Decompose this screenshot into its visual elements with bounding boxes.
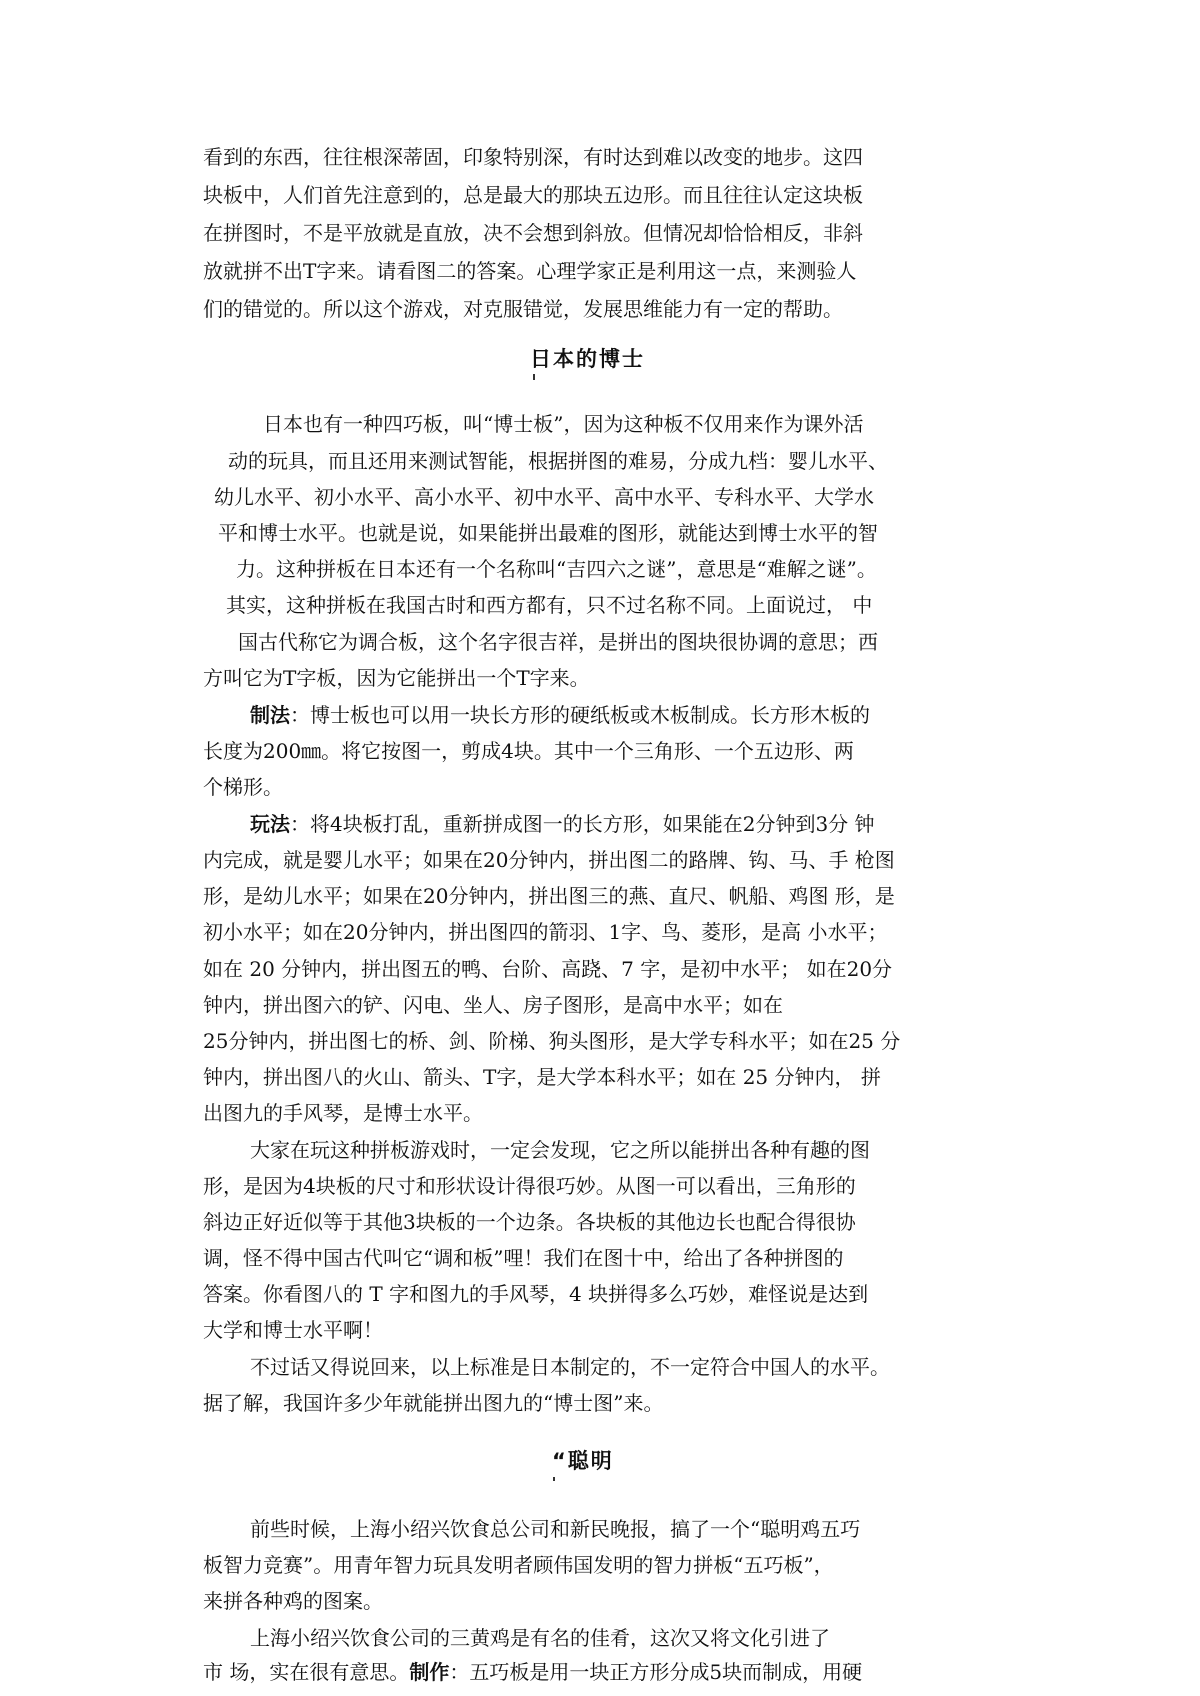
make-label: 制作	[409, 1660, 450, 1684]
section1-intro-line: 日本也有一种四巧板，叫“博士板”，因为这种板不仅用来作为课外活	[263, 412, 864, 436]
intro-line: 在拼图时，不是平放就是直放，决不会想到斜放。但情况却恰恰相反，非斜	[203, 221, 863, 245]
play-line: 初小水平；如在20分钟内，拼出图四的箭羽、1字、鸟、菱形，是高 小水平；	[203, 920, 888, 944]
closing-line: 不过话又得说回来，以上标准是日本制定的，不一定符合中国人的水平。	[250, 1355, 890, 1379]
play-line: 形，是幼儿水平；如果在20分钟内，拼出图三的燕、直尺、帆船、鸡图 形，是	[203, 884, 895, 908]
play-label: 玩法	[250, 812, 290, 836]
discussion-line: 大家在玩这种拼板游戏时，一定会发现，它之所以能拼出各种有趣的图	[250, 1138, 870, 1162]
section2-para-line: 板智力竞赛”。用青年智力玩具发明者顾伟国发明的智力拼板“五巧板”，	[203, 1553, 834, 1577]
play-line: 钟内，拼出图八的火山、箭头、T字，是大学本科水平；如在 25 分钟内， 拼	[203, 1065, 881, 1089]
section2-para-line: 上海小绍兴饮食公司的三黄鸡是有名的佳肴，这次又将文化引进了	[250, 1626, 830, 1650]
section1-intro-line: 方叫它为T字板，因为它能拼出一个T字来。	[203, 666, 590, 690]
make-text: ：五巧板是用一块正方形分成5块而制成，用硬	[449, 1660, 863, 1684]
play-text: ：将4块板打乱，重新拼成图一的长方形，如果能在2分钟到3分 钟	[290, 812, 875, 836]
play-line: 出图九的手风琴，是博士水平。	[203, 1101, 483, 1125]
play-line: 如在 20 分钟内，拼出图五的鸭、台阶、高跷、7 字，是初中水平； 如在20分	[203, 957, 893, 981]
discussion-line: 大学和博士水平啊！	[203, 1318, 383, 1342]
closing-line: 据了解，我国许多少年就能拼出图九的“博士图”来。	[203, 1391, 664, 1415]
method-text: ：博士板也可以用一块长方形的硬纸板或木板制成。长方形木板的	[290, 703, 870, 727]
intro-line: 块板中，人们首先注意到的，总是最大的那块五边形。而且往往认定这块板	[203, 183, 863, 207]
method-line	[250, 701, 870, 729]
intro-line: 看到的东西，往往根深蒂固，印象特别深，有时达到难以改变的地步。这四	[203, 145, 863, 169]
section1-intro-line: 平和博士水平。也就是说，如果能拼出最难的图形，就能达到博士水平的智	[218, 521, 878, 545]
section1-intro-line: 力。这种拼板在日本还有一个名称叫“吉四六之谜”，意思是“难解之谜”。	[236, 557, 877, 581]
discussion-line: 形，是因为4块板的尺寸和形状设计得很巧妙。从图一可以看出，三角形的	[203, 1174, 856, 1198]
title-mark	[553, 1477, 555, 1481]
section2-text: 市 场，实在很有意思。	[203, 1660, 410, 1684]
method-line: 长度为200㎜。将它按图一，剪成4块。其中一个三角形、一个五边形、两	[203, 739, 854, 763]
intro-line: 放就拼不出T字来。请看图二的答案。心理学家正是利用这一点，来测验人	[203, 259, 857, 283]
play-line: 内完成，就是婴儿水平；如果在20分钟内，拼出图二的路牌、钩、马、手 枪图	[203, 848, 895, 872]
discussion-line: 答案。你看图八的 T 字和图九的手风琴，4 块拼得多么巧妙，难怪说是达到	[203, 1282, 869, 1306]
section-title-smart-chicken: “聪明	[552, 1449, 614, 1473]
method-label: 制法	[250, 703, 290, 727]
discussion-line: 斜边正好近似等于其他3块板的一个边条。各块板的其他边长也配合得很协	[203, 1210, 856, 1234]
play-line: 25分钟内，拼出图七的桥、剑、阶梯、狗头图形，是大学专科水平；如在25 分	[203, 1029, 901, 1053]
intro-line: 们的错觉的。所以这个游戏，对克服错觉，发展思维能力有一定的帮助。	[203, 297, 843, 321]
section1-intro-line: 国古代称它为调合板，这个名字很吉祥，是拼出的图块很协调的意思；西	[238, 630, 878, 654]
section1-intro-line: 幼儿水平、初小水平、高小水平、初中水平、高中水平、专科水平、大学水	[214, 485, 874, 509]
discussion-line: 调，怪不得中国古代叫它“调和板”哩！我们在图十中，给出了各种拼图的	[203, 1246, 844, 1270]
play-line: 钟内，拼出图六的铲、闪电、坐人、房子图形，是高中水平；如在	[203, 993, 783, 1017]
title-mark	[533, 374, 535, 380]
method-line: 个梯形。	[203, 775, 283, 799]
play-line	[250, 810, 875, 838]
section2-para-line: 前些时候，上海小绍兴饮食总公司和新民晚报，搞了一个“聪明鸡五巧	[250, 1517, 861, 1541]
section1-intro-line: 其实，这种拼板在我国古时和西方都有，只不过名称不同。上面说过， 中	[226, 593, 873, 617]
section1-intro-line: 动的玩具，而且还用来测试智能，根据拼图的难易，分成九档：婴儿水平、	[228, 449, 888, 473]
section2-para-line: 来拼各种鸡的图案。	[203, 1589, 383, 1613]
section2-para-line	[203, 1658, 862, 1686]
section-title-japan-doctor: 日本的博士	[530, 347, 645, 371]
